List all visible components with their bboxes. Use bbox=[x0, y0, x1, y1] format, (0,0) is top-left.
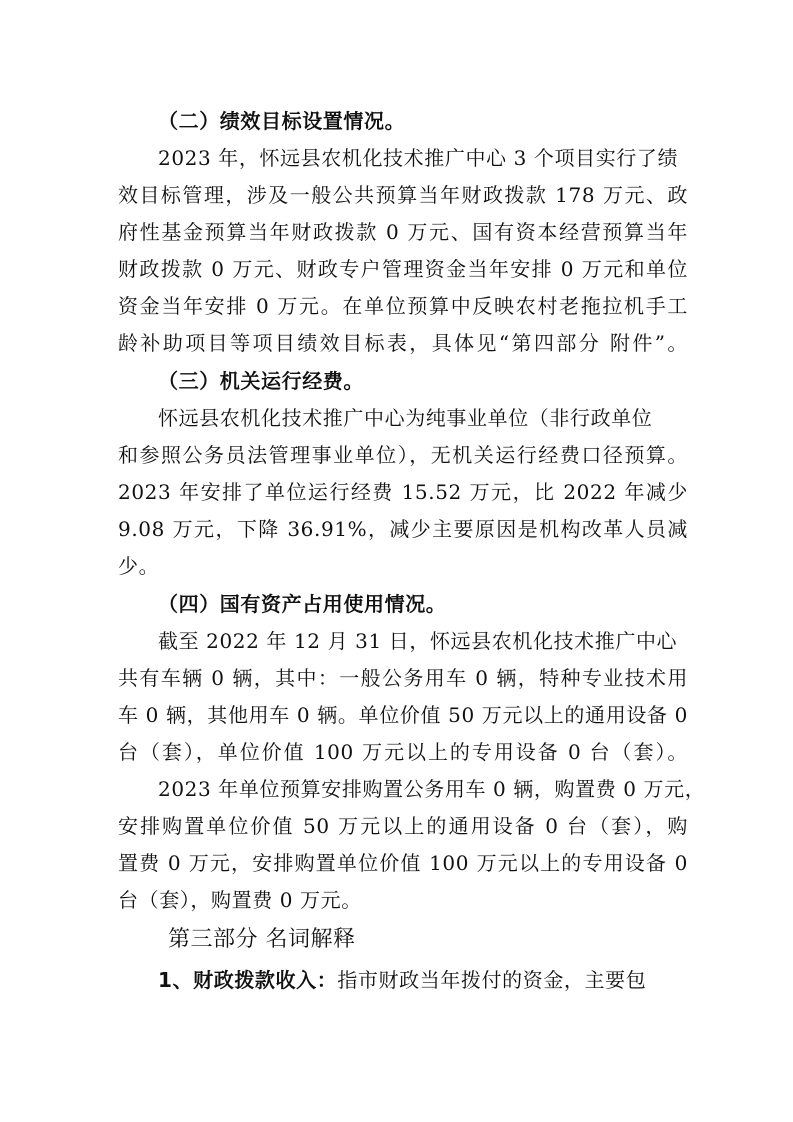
paragraph-line: 安排购置单位价值 50 万元以上的通用设备 0 台（套），购 bbox=[118, 814, 688, 838]
paragraph-line: 台（套），购置费 0 万元。 bbox=[118, 888, 362, 912]
paragraph-line: 2023 年安排了单位运行经费 15.52 万元，比 2022 年减少 bbox=[118, 480, 688, 504]
definition-text: 指市财政当年拨付的资金，主要包 bbox=[337, 968, 647, 992]
paragraph-line: 府性基金预算当年财政拨款 0 万元、国有资本经营预算当年 bbox=[118, 220, 688, 244]
part-title: 第三部分 名词解释 bbox=[168, 927, 356, 952]
paragraph-line: 车 0 辆，其他用车 0 辆。单位价值 50 万元以上的通用设备 0 bbox=[118, 703, 688, 727]
paragraph-line: 截至 2022 年 12 月 31 日，怀远县农机化技术推广中心 bbox=[158, 629, 678, 653]
section-heading-performance-goals: （二）绩效目标设置情况。 bbox=[158, 109, 406, 133]
paragraph-line: 怀远县农机化技术推广中心为纯事业单位（非行政单位 bbox=[158, 406, 653, 430]
paragraph-line: 和参照公务员法管理事业单位），无机关运行经费口径预算。 bbox=[118, 443, 688, 467]
paragraph-line: 共有车辆 0 辆，其中：一般公务用车 0 辆，特种专业技术用 bbox=[118, 666, 688, 690]
paragraph-line: 置费 0 万元，安排购置单位价值 100 万元以上的专用设备 0 bbox=[118, 851, 688, 875]
paragraph-line: 2023 年单位预算安排购置公务用车 0 辆，购置费 0 万元， bbox=[158, 777, 706, 801]
paragraph-line: 少。 bbox=[118, 554, 160, 578]
section-heading-operating-expenses: （三）机关运行经费。 bbox=[158, 369, 364, 393]
definition-term: 1、财政拨款收入： bbox=[158, 968, 338, 992]
paragraph-line: 龄补助项目等项目绩效目标表，具体见“第四部分 附件”。 bbox=[118, 331, 688, 355]
section-heading-state-assets: （四）国有资产占用使用情况。 bbox=[158, 592, 447, 616]
definition-line bbox=[158, 965, 688, 995]
paragraph-line: 效目标管理，涉及一般公共预算当年财政拨款 178 万元、政 bbox=[118, 183, 688, 207]
paragraph-line: 9.08 万元，下降 36.91%，减少主要原因是机构改革人员减 bbox=[118, 517, 688, 541]
paragraph-line: 财政拨款 0 万元、财政专户管理资金当年安排 0 万元和单位 bbox=[118, 257, 688, 281]
paragraph-line: 资金当年安排 0 万元。在单位预算中反映农村老拖拉机手工 bbox=[118, 294, 688, 318]
paragraph-line: 2023 年，怀远县农机化技术推广中心 3 个项目实行了绩 bbox=[158, 146, 679, 170]
paragraph-line: 台（套），单位价值 100 万元以上的专用设备 0 台（套）。 bbox=[118, 740, 688, 764]
